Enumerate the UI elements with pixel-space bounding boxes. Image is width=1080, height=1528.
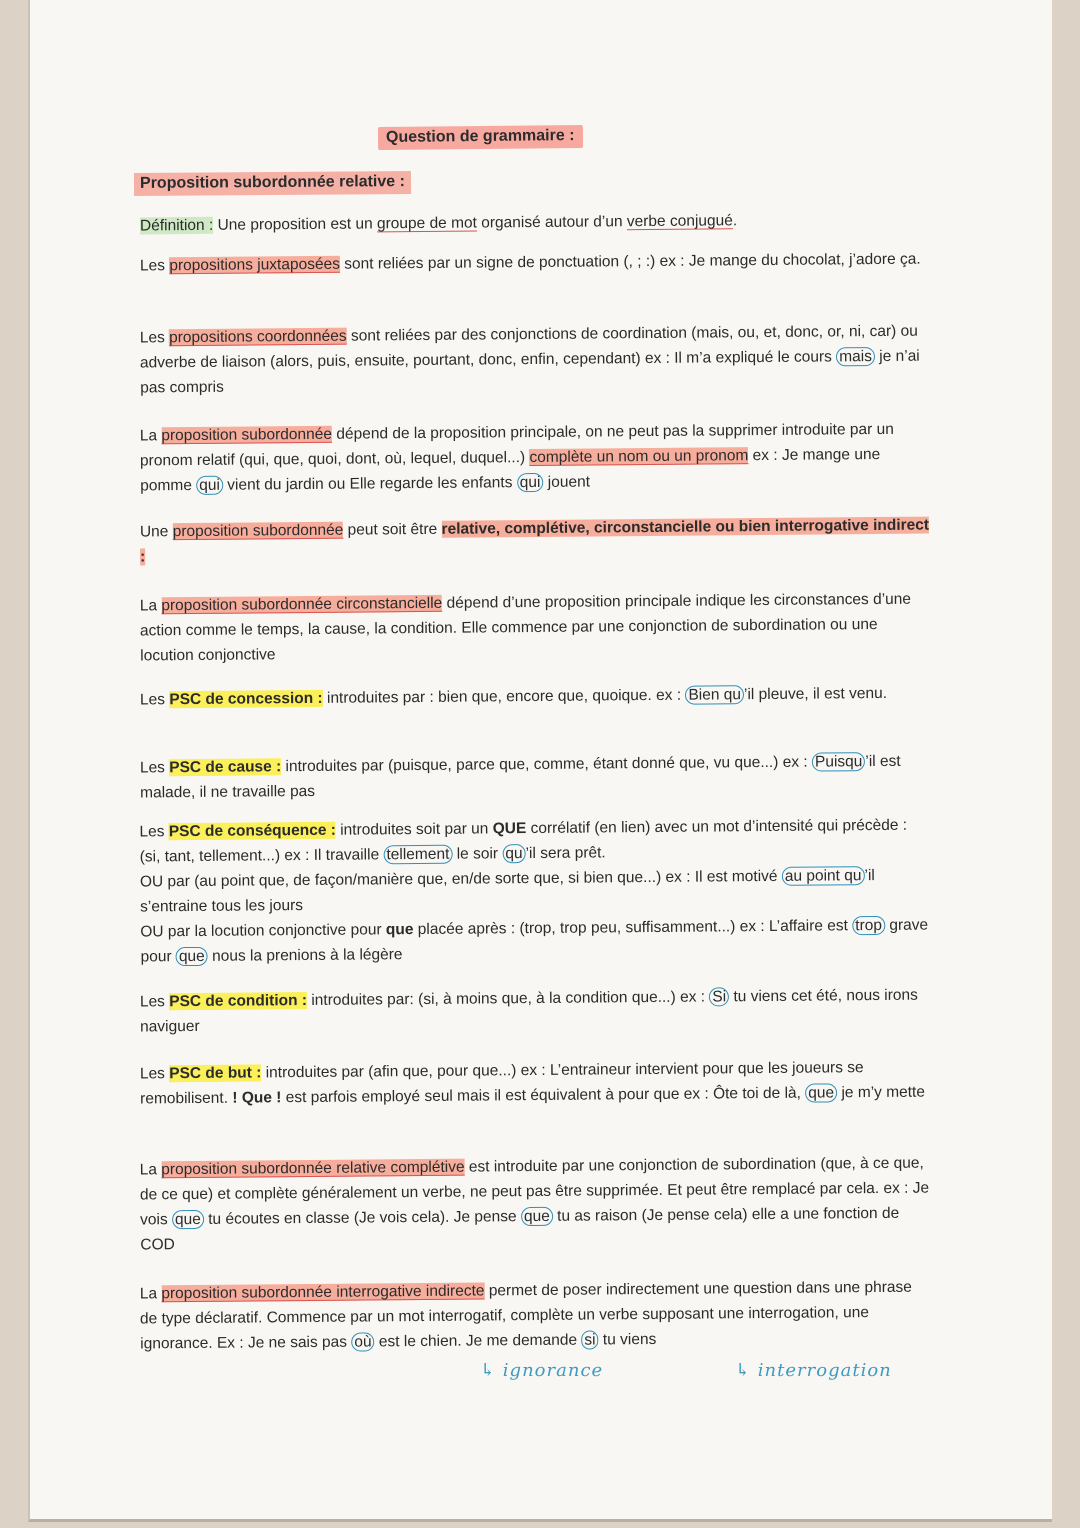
completive-text-2: tu écoutes en classe (Je vois cela). Je pense bbox=[203, 1208, 521, 1228]
concession-term: PSC de concession : bbox=[169, 689, 323, 709]
subordonnee-example-2: vient du jardin ou Elle regarde les enfants bbox=[222, 474, 517, 494]
cause-lead: Les bbox=[139, 759, 170, 777]
but-text: introduites par (afin que, pour que...) ex : L’entraineur intervient pour que les joueurs se remobilisent. bbox=[140, 1059, 864, 1108]
interrogative-text: permet de poser indirectement une question dans une phrase de type déclaratif. Commence par un mot interrogatif, complète un verbe supposant une interrogation, une ignorance. Ex : Je ne sais pas bbox=[139, 1278, 912, 1353]
subordonnee-text: dépend de la proposition principale, on ne peut pas la supprimer introduite par un pronom relatif (qui, que, quoi, dont, où, lequel, duquel...) bbox=[139, 420, 894, 470]
interrogative-text-3: tu viens bbox=[598, 1330, 657, 1349]
circonstancielle-term: proposition subordonnée circonstancielle bbox=[161, 594, 443, 615]
definition-text-end: . bbox=[732, 212, 738, 230]
definition-label: Définition : bbox=[139, 216, 214, 235]
consequence-que-2: que bbox=[385, 921, 414, 939]
consequence-lead: Les bbox=[139, 823, 169, 841]
consequence-line-3b: placée après : (trop, trop peu, suffisamment...) ex : L’affaire est bbox=[413, 917, 853, 939]
coordonnees-term: propositions coordonnées bbox=[169, 327, 347, 347]
condition-lead: Les bbox=[139, 993, 170, 1011]
consequence-que: QUE bbox=[492, 820, 527, 838]
circled-word: qu bbox=[502, 844, 525, 863]
coordonnees-end: je n’ai pas compris bbox=[140, 347, 920, 397]
consequence-term: PSC de conséquence : bbox=[168, 821, 336, 841]
interrogative-lead: La bbox=[139, 1285, 162, 1303]
coordonnees-paragraph bbox=[140, 319, 931, 401]
circled-word: qui bbox=[196, 476, 223, 495]
circled-word: que bbox=[521, 1207, 553, 1226]
handwritten-note-interrogation: ↳ interrogation bbox=[735, 1360, 892, 1381]
types-list: relative, complétive, circonstancielle ou bien interrogative indirect : bbox=[140, 516, 930, 566]
completive-lead: La bbox=[139, 1161, 162, 1179]
subordonnee-example: ex : Je mange une pomme bbox=[140, 445, 881, 495]
consequence-text-3: le soir bbox=[452, 845, 503, 863]
consequence-paragraph bbox=[139, 813, 930, 970]
juxtaposees-lead: Les bbox=[139, 257, 170, 275]
but-text-2: est parfois employé seul mais il est équivalent à pour que ex : Ôte toi de là, bbox=[281, 1084, 806, 1107]
circonstancielle-text: dépend d’une proposition principale indique les circonstances d’une action comme le temps, la cause, la condition. Elle commence par une conjonction de subordination ou une locution conjonctive bbox=[139, 590, 912, 665]
but-end: je m’y mette bbox=[837, 1083, 926, 1102]
circled-word: au point qu bbox=[782, 866, 865, 886]
concession-text: introduites par : bien que, encore que, quoique. ex : bbox=[322, 686, 686, 707]
types-lead: Une bbox=[139, 523, 173, 541]
cause-paragraph bbox=[140, 749, 930, 806]
types-text: peut soit être bbox=[343, 520, 442, 539]
consequence-text-4: ’il sera prêt. bbox=[525, 844, 606, 863]
cause-text: introduites par (puisque, parce que, comme, étant donné que, vu que...) ex : bbox=[281, 753, 813, 776]
subordonnee-term: proposition subordonnée bbox=[161, 425, 333, 445]
but-lead: Les bbox=[139, 1065, 170, 1083]
types-term: proposition subordonnée bbox=[172, 521, 344, 541]
subordonnee-paragraph bbox=[140, 417, 931, 499]
page-title: Question de grammaire : bbox=[378, 125, 583, 150]
consequence-line-2-end: ’il s’entraine tous les jours bbox=[140, 867, 875, 916]
circled-word: Si bbox=[709, 987, 729, 1006]
consequence-line-3c: grave pour bbox=[140, 916, 929, 966]
juxtaposees-text: sont reliées par un signe de ponctuation (, ; :) ex : Je mange du chocolat, j’adore ça. bbox=[339, 250, 921, 273]
subordonnee-lead: La bbox=[139, 427, 162, 445]
circonstancielle-paragraph bbox=[140, 587, 931, 669]
circled-word: qui bbox=[517, 473, 544, 492]
interrogative-paragraph bbox=[140, 1275, 931, 1357]
concession-end: ’il pleuve, il est venu. bbox=[743, 684, 888, 704]
definition-term-1: groupe de mot bbox=[376, 214, 477, 233]
condition-text: introduites par: (si, à moins que, à la condition que...) ex : bbox=[306, 988, 710, 1009]
types-paragraph bbox=[140, 513, 930, 570]
juxtaposees-term: propositions juxtaposées bbox=[169, 255, 341, 275]
section-colon: : bbox=[395, 173, 405, 191]
condition-paragraph bbox=[140, 983, 930, 1040]
but-paragraph bbox=[140, 1055, 930, 1112]
definition-term-2: verbe conjugué bbox=[626, 212, 733, 231]
circled-word: que bbox=[805, 1083, 837, 1102]
circled-word: Bien qu bbox=[685, 685, 744, 705]
interrogative-term: proposition subordonnée interrogative indirecte bbox=[161, 1282, 485, 1303]
handwritten-note-ignorance: ↳ ignorance bbox=[480, 1360, 604, 1381]
but-que-note: ! Que ! bbox=[232, 1089, 282, 1107]
circled-word: où bbox=[351, 1332, 374, 1351]
section-heading bbox=[134, 171, 411, 196]
consequence-line-3d: nous la prenions à la légère bbox=[207, 946, 403, 965]
consequence-text-2: corrélatif (en lien) avec un mot d’intensité qui précède : (si, tant, tellement...) ex : Il travaille bbox=[139, 816, 908, 866]
circled-word: tellement bbox=[383, 845, 452, 865]
circled-word: trop bbox=[852, 916, 885, 935]
cause-term: PSC de cause : bbox=[169, 758, 282, 777]
consequence-line-2: OU par (au point que, de façon/manière que, en/de sorte que, si bien que...) ex : Il est motivé bbox=[139, 867, 782, 891]
circled-word: que bbox=[176, 947, 208, 966]
subordonnee-term-2: complète un nom ou un pronom bbox=[529, 447, 749, 467]
circled-word: si bbox=[581, 1330, 598, 1349]
circled-word: que bbox=[172, 1210, 204, 1229]
cause-end: ’il est malade, il ne travaille pas bbox=[140, 752, 901, 802]
subordonnee-example-3: jouent bbox=[543, 473, 591, 491]
definition-text-mid: organisé autour d’un bbox=[476, 213, 627, 232]
completive-term: proposition subordonnée relative complétive bbox=[161, 1158, 465, 1179]
section-heading-text: Proposition subordonnée relative bbox=[139, 173, 396, 192]
completive-paragraph bbox=[140, 1151, 931, 1258]
condition-term: PSC de condition : bbox=[169, 991, 308, 1011]
interrogative-text-2: est le chien. Je me demande bbox=[374, 1331, 582, 1351]
completive-text-3: tu as raison (Je pense cela) elle a une fonction de COD bbox=[140, 1204, 900, 1254]
circled-word: Puisqu bbox=[812, 752, 866, 771]
concession-lead: Les bbox=[139, 691, 170, 709]
circonstancielle-lead: La bbox=[139, 597, 162, 615]
coordonnees-text: sont reliées par des conjonctions de coordination (mais, ou, et, donc, or, ni, car) ou adverbe de liaison (alors, puis, ensuite, pourtant, donc, enfin, cependant) ex : Il m’a expliqué le cours bbox=[139, 322, 918, 372]
definition-text: Une proposition est un bbox=[213, 215, 378, 234]
condition-end: tu viens cet été, nous irons naviguer bbox=[140, 986, 918, 1036]
consequence-line-3: OU par la locution conjonctive pour bbox=[140, 921, 386, 941]
consequence-text-1: introduites soit par un bbox=[335, 820, 493, 839]
but-term: PSC de but : bbox=[169, 1064, 262, 1083]
coordonnees-lead: Les bbox=[139, 329, 170, 347]
completive-text: est introduite par une conjonction de subordination (que, à ce que, de ce que) et complète généralement un verbe, ne peut pas être supprimée. Et peut être remplacé par cela. ex : Je vois bbox=[139, 1154, 930, 1229]
circled-word: mais bbox=[836, 347, 875, 366]
